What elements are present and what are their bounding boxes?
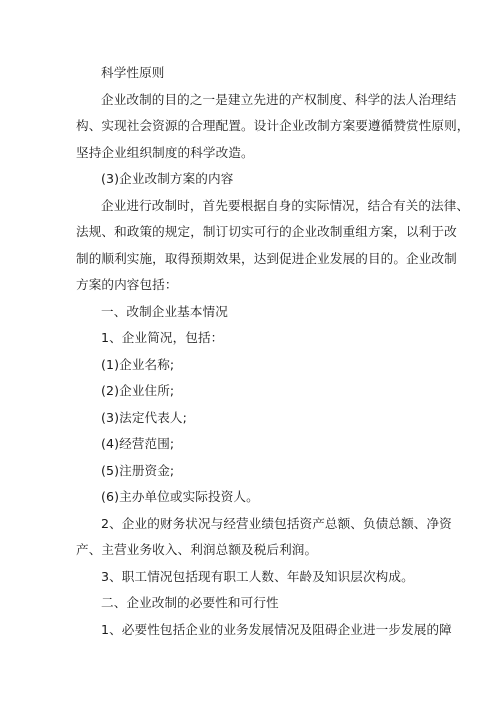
- heading-section-two: 二、企业改制的必要性和可行性: [101, 595, 279, 610]
- list-item: 3、职工情况包括现有职工人数、年龄及知识层次构成。: [101, 568, 414, 584]
- paragraph-line: 产、主营业务收入、利润总额及税后利润。: [76, 542, 318, 557]
- heading-section-one: 一、改制企业基本情况: [101, 303, 228, 319]
- paragraph-line: 方案的内容包括：: [76, 277, 178, 292]
- sub-list-item: (4)经营范围;: [101, 436, 175, 451]
- list-item: 2、企业的财务状况与经营业绩包括资产总额、负债总额、净资: [101, 515, 452, 531]
- heading-scientific-principle: 科学性原则: [101, 65, 165, 80]
- paragraph-line: 坚持企业组织制度的科学改造。: [76, 144, 254, 160]
- sub-list-item: (1)企业名称;: [101, 356, 175, 372]
- section-basic-info: [76, 299, 452, 644]
- sub-list-item: (6)主办单位或实际投资人。: [101, 489, 259, 504]
- sub-list-item: (3)法定代表人;: [101, 409, 187, 425]
- section-plan-content: [76, 166, 470, 299]
- paragraph-line: 构、实现社会资源的合理配置。设计企业改制方案要遵循赞赏性原则，: [76, 118, 470, 133]
- paragraph-line: 制的顺利实施，取得预期效果，达到促进企业发展的目的。企业改制: [76, 250, 457, 266]
- paragraph-line: 企业进行改制时，首先要根据自身的实际情况，结合有关的法律、: [101, 197, 470, 213]
- paragraph-line: 法规、和政策的规定，制订切实可行的企业改制重组方案，以利于改: [76, 224, 457, 239]
- sub-list-item: (5)注册资金;: [101, 462, 175, 478]
- heading-plan-content: (3)企业改制方案的内容: [101, 171, 234, 186]
- list-item: 1、企业简况，包括：: [101, 330, 224, 345]
- list-item: 1、必要性包括企业的业务发展情况及阻碍企业进一步发展的障: [101, 621, 452, 637]
- sub-list-item: (2)企业住所;: [101, 383, 175, 398]
- section-scientific-principle: [76, 60, 470, 166]
- paragraph-line: 企业改制的目的之一是建立先进的产权制度、科学的法人治理结: [101, 91, 457, 107]
